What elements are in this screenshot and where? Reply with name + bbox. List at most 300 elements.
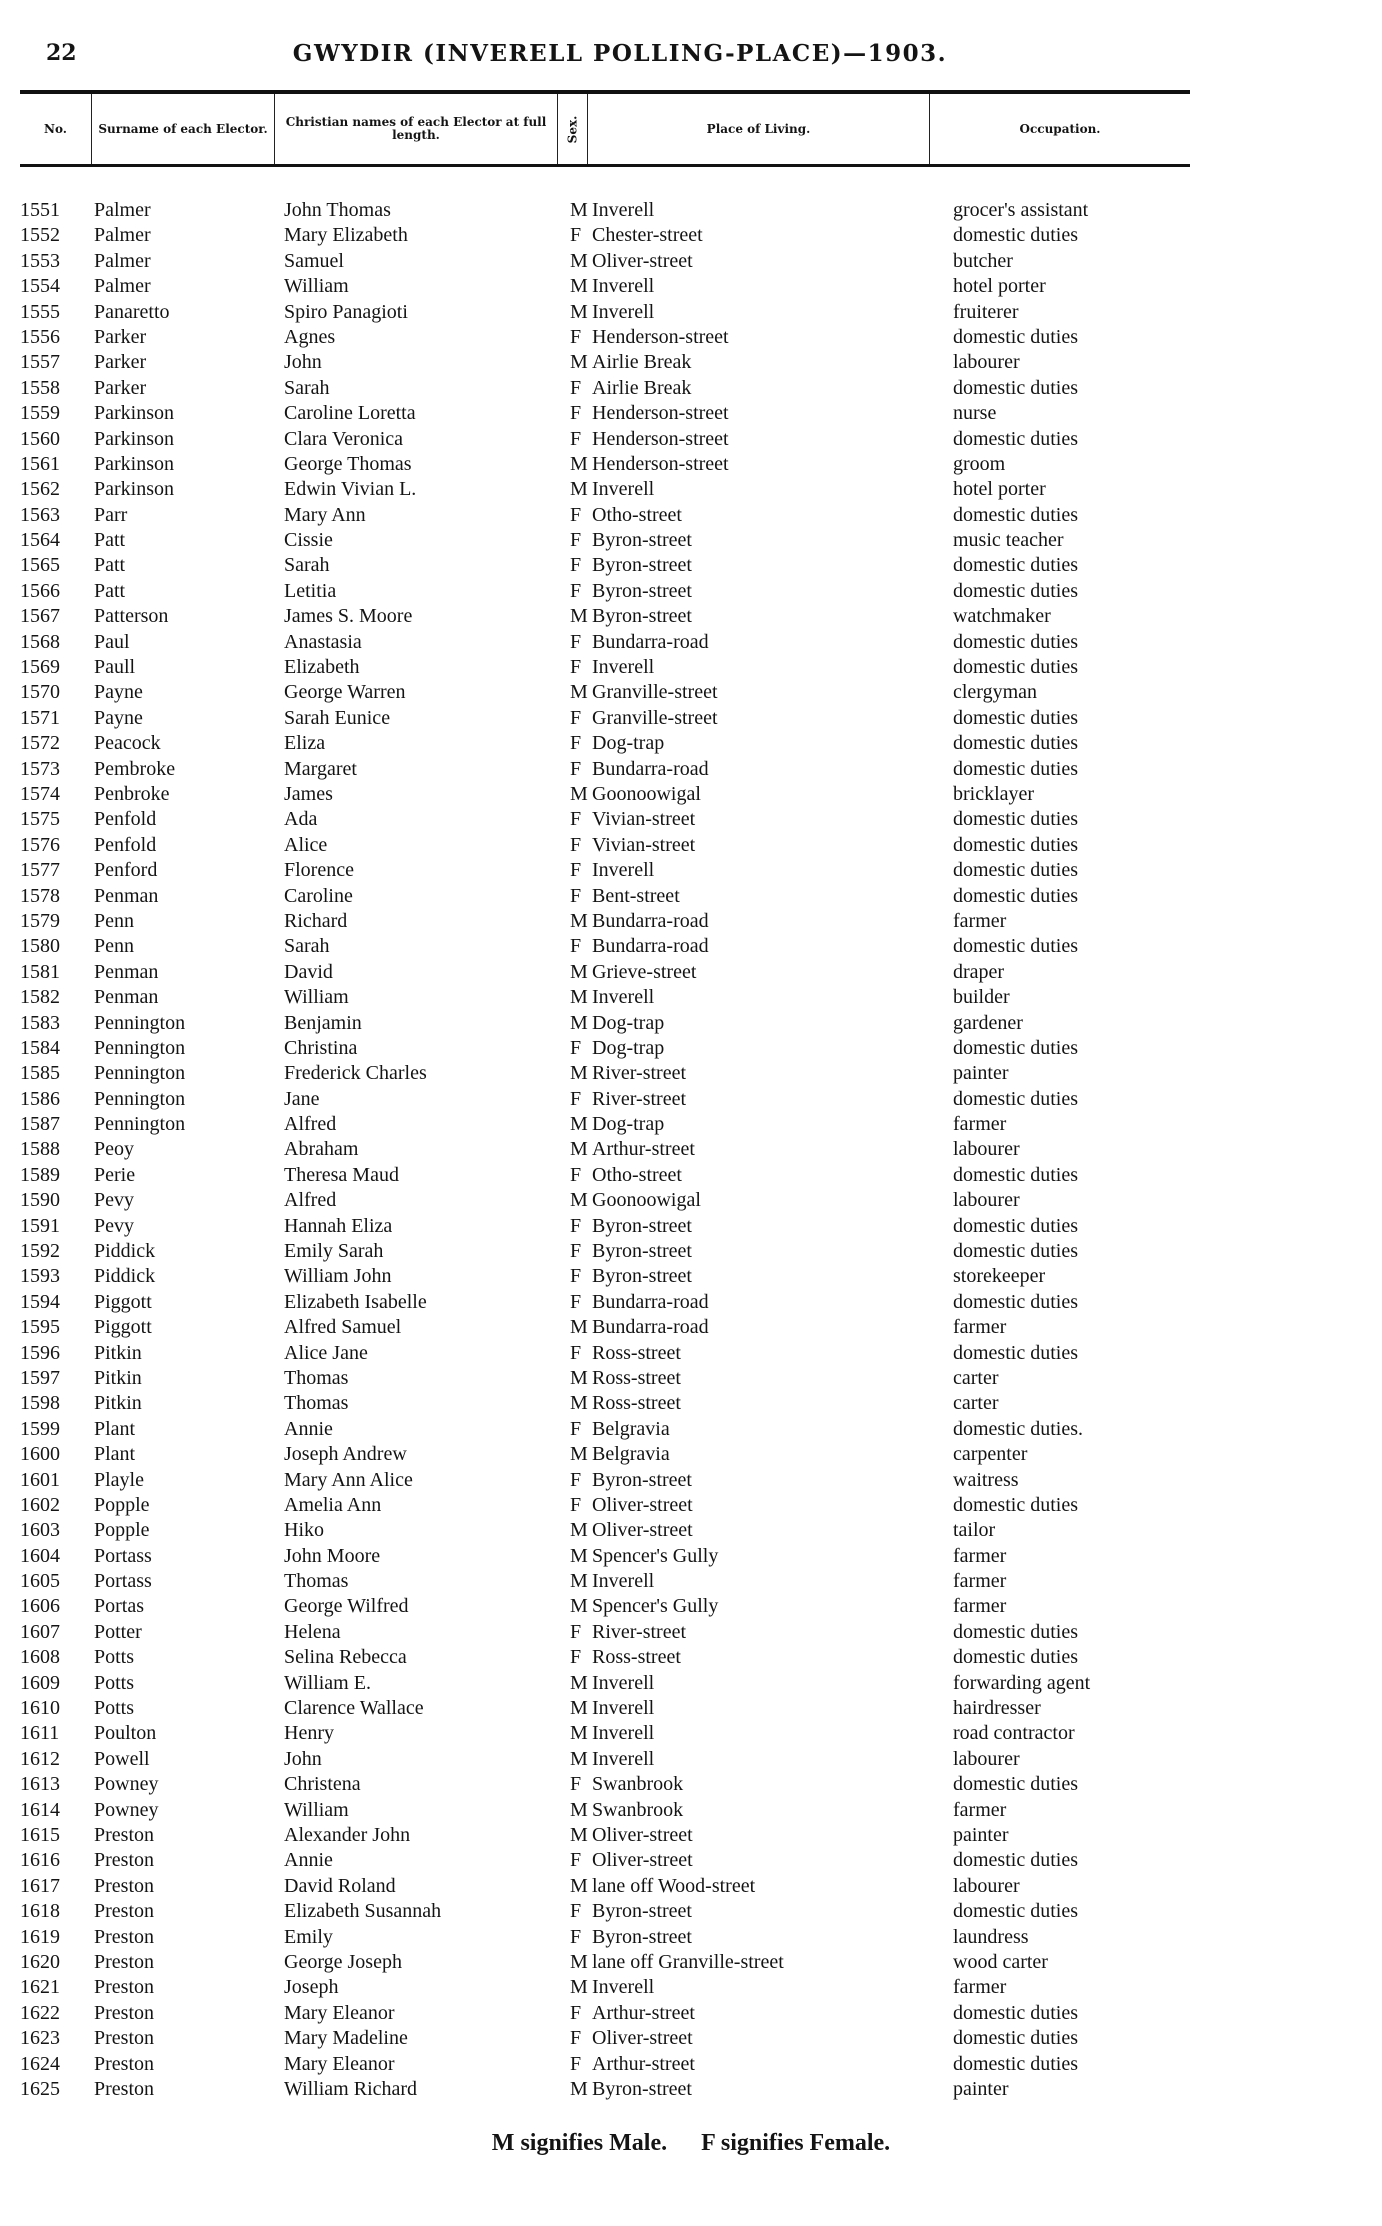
- elector-surname: Paul: [94, 630, 130, 653]
- elector-surname: Piddick: [94, 1265, 156, 1288]
- elector-sex: F: [570, 1265, 582, 1288]
- elector-place-of-living: Inverell: [592, 1747, 655, 1770]
- elector-occupation: farmer: [953, 1976, 1007, 1999]
- elector-place-of-living: Granville-street: [592, 706, 718, 729]
- elector-christian-names: Alice Jane: [284, 1341, 368, 1364]
- elector-christian-names: Sarah Eunice: [284, 706, 391, 729]
- elector-occupation: domestic duties: [953, 376, 1078, 399]
- elector-place-of-living: River-street: [592, 1620, 687, 1643]
- elector-christian-names: Elizabeth Isabelle: [284, 1290, 427, 1313]
- elector-occupation: domestic duties: [953, 1240, 1078, 1263]
- elector-place-of-living: Bundarra-road: [592, 630, 709, 653]
- elector-number: 1622: [20, 2001, 60, 2024]
- elector-number: 1594: [20, 1290, 60, 1313]
- elector-surname: Paull: [94, 656, 136, 679]
- table-row: [20, 909, 1190, 934]
- elector-christian-names: Caroline: [284, 884, 353, 907]
- elector-occupation: painter: [953, 1824, 1009, 1846]
- elector-christian-names: Samuel: [284, 249, 344, 272]
- elector-place-of-living: Bundarra-road: [592, 935, 709, 958]
- elector-place-of-living: Dog-trap: [592, 1036, 665, 1059]
- elector-occupation: domestic duties: [953, 224, 1078, 247]
- elector-sex: M: [570, 1189, 588, 1212]
- elector-occupation: farmer: [953, 1570, 1007, 1593]
- elector-number: 1574: [20, 782, 60, 805]
- elector-surname: Penn: [94, 935, 134, 958]
- elector-sex: M: [570, 1366, 588, 1389]
- elector-place-of-living: Goonoowigal: [592, 782, 701, 805]
- elector-christian-names: Clarence Wallace: [284, 1697, 424, 1720]
- table-row: [20, 706, 1190, 731]
- elector-occupation: road contractor: [953, 1722, 1075, 1745]
- elector-christian-names: Hannah Eliza: [284, 1214, 393, 1237]
- elector-surname: Potts: [94, 1646, 135, 1669]
- table-row: [20, 680, 1190, 705]
- elector-occupation: storekeeper: [953, 1265, 1046, 1288]
- elector-sex: M: [570, 1824, 588, 1846]
- elector-place-of-living: Ross-street: [592, 1341, 681, 1364]
- table-row: [20, 1341, 1190, 1366]
- elector-place-of-living: Vivian-street: [592, 833, 696, 856]
- elector-surname: Palmer: [94, 199, 151, 221]
- elector-sex: F: [570, 1900, 582, 1923]
- elector-sex: M: [570, 960, 588, 983]
- elector-sex: M: [570, 1722, 588, 1745]
- elector-sex: F: [570, 935, 582, 958]
- elector-surname: Preston: [94, 1950, 154, 1973]
- elector-place-of-living: Belgravia: [592, 1417, 670, 1440]
- elector-surname: Pevy: [94, 1189, 134, 1212]
- elector-number: 1582: [20, 986, 60, 1009]
- elector-sex: M: [570, 1697, 588, 1720]
- elector-number: 1604: [20, 1544, 60, 1567]
- elector-number: 1566: [20, 579, 60, 602]
- elector-place-of-living: Dog-trap: [592, 1011, 665, 1034]
- elector-number: 1591: [20, 1214, 60, 1237]
- elector-christian-names: David: [284, 960, 333, 983]
- elector-occupation: domestic duties: [953, 1900, 1078, 1923]
- elector-place-of-living: Inverell: [592, 478, 655, 501]
- table-row: [20, 1747, 1190, 1772]
- elector-surname: Palmer: [94, 249, 151, 272]
- table-row: [20, 553, 1190, 578]
- table-row: [20, 655, 1190, 680]
- table-row: [20, 2001, 1190, 2026]
- elector-occupation: hairdresser: [953, 1697, 1041, 1720]
- elector-surname: Preston: [94, 1874, 154, 1897]
- elector-christian-names: Alfred: [284, 1113, 337, 1136]
- elector-place-of-living: Byron-street: [592, 1900, 692, 1923]
- elector-occupation: draper: [953, 960, 1005, 983]
- elector-christian-names: George Wilfred: [284, 1595, 409, 1618]
- elector-sex: M: [570, 1544, 588, 1567]
- elector-sex: M: [570, 782, 588, 805]
- elector-sex: M: [570, 1519, 588, 1542]
- elector-number: 1587: [20, 1113, 60, 1136]
- elector-surname: Patt: [94, 529, 126, 552]
- elector-sex: M: [570, 300, 588, 323]
- table-row: [20, 1239, 1190, 1264]
- elector-christian-names: Emily: [284, 1925, 333, 1948]
- elector-number: 1570: [20, 681, 60, 704]
- elector-surname: Penman: [94, 986, 159, 1009]
- table-row: [20, 1899, 1190, 1924]
- elector-occupation: groom: [953, 452, 1006, 475]
- table-row: [20, 833, 1190, 858]
- elector-occupation: carter: [953, 1392, 999, 1415]
- column-header-row: [20, 90, 1190, 167]
- elector-christian-names: Elizabeth: [284, 656, 360, 679]
- elector-christian-names: Caroline Loretta: [284, 402, 416, 425]
- elector-christian-names: Mary Madeline: [284, 2027, 408, 2050]
- elector-place-of-living: Bundarra-road: [592, 757, 709, 780]
- elector-number: 1561: [20, 452, 60, 475]
- elector-number: 1559: [20, 402, 60, 425]
- elector-christian-names: Helena: [284, 1620, 341, 1643]
- table-row: [20, 452, 1190, 477]
- elector-christian-names: Agnes: [284, 325, 336, 348]
- elector-number: 1605: [20, 1570, 60, 1593]
- elector-sex: F: [570, 630, 582, 653]
- elector-occupation: bricklayer: [953, 782, 1035, 805]
- elector-place-of-living: Bundarra-road: [592, 909, 709, 932]
- table-row: [20, 528, 1190, 553]
- elector-sex: M: [570, 1443, 588, 1466]
- elector-christian-names: Sarah: [284, 935, 330, 958]
- elector-place-of-living: Goonoowigal: [592, 1189, 701, 1212]
- elector-sex: M: [570, 986, 588, 1009]
- elector-occupation: domestic duties.: [953, 1417, 1083, 1440]
- table-row: [20, 1112, 1190, 1137]
- table-row: [20, 223, 1190, 248]
- elector-occupation: domestic duties: [953, 706, 1078, 729]
- elector-occupation: farmer: [953, 1595, 1007, 1618]
- table-row: [20, 376, 1190, 401]
- elector-number: 1588: [20, 1138, 60, 1161]
- elector-occupation: domestic duties: [953, 859, 1078, 882]
- elector-occupation: fruiterer: [953, 300, 1019, 323]
- table-row: [20, 1468, 1190, 1493]
- table-row: [20, 630, 1190, 655]
- elector-place-of-living: Oliver-street: [592, 249, 693, 272]
- elector-occupation: domestic duties: [953, 1290, 1078, 1313]
- table-row: [20, 1874, 1190, 1899]
- column-header-no: No.: [20, 94, 92, 164]
- elector-surname: Parker: [94, 351, 147, 374]
- elector-number: 1592: [20, 1240, 60, 1263]
- elector-christian-names: Edwin Vivian L.: [284, 478, 417, 501]
- elector-surname: Patt: [94, 579, 126, 602]
- elector-occupation: music teacher: [953, 529, 1064, 552]
- elector-number: 1625: [20, 2077, 60, 2100]
- elector-place-of-living: Byron-street: [592, 2077, 692, 2100]
- elector-occupation: farmer: [953, 1798, 1007, 1821]
- elector-sex: M: [570, 1595, 588, 1618]
- table-row: [20, 807, 1190, 832]
- table-row: [20, 1493, 1190, 1518]
- elector-occupation: domestic duties: [953, 2052, 1078, 2075]
- elector-place-of-living: lane off Granville-street: [592, 1950, 784, 1973]
- elector-christian-names: Mary Elizabeth: [284, 224, 408, 247]
- female-legend: F signifies Female.: [701, 2130, 891, 2156]
- elector-place-of-living: Bundarra-road: [592, 1290, 709, 1313]
- elector-surname: Payne: [94, 706, 143, 729]
- elector-occupation: domestic duties: [953, 732, 1078, 755]
- elector-christian-names: Sarah: [284, 376, 330, 399]
- elector-occupation: butcher: [953, 249, 1013, 272]
- elector-occupation: domestic duties: [953, 325, 1078, 348]
- table-row: [20, 858, 1190, 883]
- elector-place-of-living: Inverell: [592, 1976, 655, 1999]
- elector-number: 1575: [20, 808, 60, 831]
- elector-surname: Pennington: [94, 1036, 186, 1059]
- table-row: [20, 350, 1190, 375]
- elector-sex: F: [570, 529, 582, 552]
- elector-number: 1599: [20, 1417, 60, 1440]
- table-row: [20, 1366, 1190, 1391]
- elector-sex: F: [570, 1493, 582, 1516]
- page-title: GWYDIR (INVERELL POLLING-PLACE)—1903.: [292, 40, 948, 67]
- elector-place-of-living: Inverell: [592, 1570, 655, 1593]
- elector-number: 1558: [20, 376, 60, 399]
- elector-occupation: forwarding agent: [953, 1671, 1091, 1694]
- elector-place-of-living: Inverell: [592, 199, 655, 221]
- elector-number: 1589: [20, 1163, 60, 1186]
- elector-surname: Penbroke: [94, 782, 170, 805]
- elector-sex: F: [570, 1341, 582, 1364]
- elector-place-of-living: Inverell: [592, 1697, 655, 1720]
- elector-occupation: labourer: [953, 351, 1020, 374]
- elector-number: 1551: [20, 199, 60, 221]
- table-row: [20, 985, 1190, 1010]
- elector-place-of-living: Otho-street: [592, 503, 682, 526]
- elector-occupation: painter: [953, 1062, 1009, 1085]
- elector-surname: Penman: [94, 960, 159, 983]
- elector-christian-names: Eliza: [284, 732, 326, 755]
- elector-christian-names: Theresa Maud: [284, 1163, 399, 1186]
- elector-surname: Preston: [94, 2027, 154, 2050]
- elector-occupation: domestic duties: [953, 1493, 1078, 1516]
- elector-place-of-living: Byron-street: [592, 605, 692, 628]
- elector-christian-names: Alexander John: [284, 1824, 411, 1846]
- table-row: [20, 1087, 1190, 1112]
- elector-sex: F: [570, 757, 582, 780]
- elector-surname: Preston: [94, 2077, 154, 2100]
- elector-place-of-living: Bundarra-road: [592, 1316, 709, 1339]
- table-row: [20, 1442, 1190, 1467]
- elector-place-of-living: Byron-street: [592, 1214, 692, 1237]
- table-row: [20, 1163, 1190, 1188]
- table-row: [20, 2026, 1190, 2051]
- elector-place-of-living: Airlie Break: [592, 376, 692, 399]
- elector-surname: Poulton: [94, 1722, 157, 1745]
- elector-christian-names: Mary Eleanor: [284, 2001, 395, 2024]
- elector-surname: Pitkin: [94, 1366, 142, 1389]
- elector-place-of-living: Ross-street: [592, 1646, 681, 1669]
- elector-place-of-living: Ross-street: [592, 1392, 681, 1415]
- elector-place-of-living: Ross-street: [592, 1366, 681, 1389]
- page-number: 22: [46, 40, 77, 66]
- column-header-occupation: Occupation.: [1019, 121, 1101, 136]
- elector-surname: Piddick: [94, 1240, 156, 1263]
- elector-christian-names: Alfred: [284, 1189, 337, 1212]
- elector-surname: Potts: [94, 1697, 135, 1720]
- elector-surname: Parkinson: [94, 427, 174, 450]
- table-row: [20, 1925, 1190, 1950]
- elector-number: 1612: [20, 1747, 60, 1770]
- elector-occupation: domestic duties: [953, 2027, 1078, 2050]
- elector-sex: F: [570, 376, 582, 399]
- elector-number: 1581: [20, 960, 60, 983]
- elector-sex: F: [570, 656, 582, 679]
- elector-occupation: domestic duties: [953, 656, 1078, 679]
- elector-number: 1571: [20, 706, 60, 729]
- elector-number: 1602: [20, 1493, 60, 1516]
- elector-place-of-living: Inverell: [592, 656, 655, 679]
- elector-christian-names: Selina Rebecca: [284, 1646, 407, 1669]
- elector-surname: Pennington: [94, 1062, 186, 1085]
- elector-sex: F: [570, 224, 582, 247]
- elector-place-of-living: Swanbrook: [592, 1773, 684, 1796]
- elector-christian-names: Abraham: [284, 1138, 359, 1161]
- elector-christian-names: Mary Ann: [284, 503, 366, 526]
- elector-occupation: domestic duties: [953, 833, 1078, 856]
- table-row: [20, 401, 1190, 426]
- elector-number: 1562: [20, 478, 60, 501]
- elector-occupation: domestic duties: [953, 1646, 1078, 1669]
- elector-surname: Parker: [94, 376, 147, 399]
- elector-number: 1560: [20, 427, 60, 450]
- elector-number: 1564: [20, 529, 60, 552]
- elector-number: 1597: [20, 1366, 60, 1389]
- column-header-place-of-living: Place of Living.: [588, 94, 930, 164]
- elector-number: 1623: [20, 2027, 60, 2050]
- elector-christian-names: George Warren: [284, 681, 406, 704]
- elector-place-of-living: Byron-street: [592, 554, 692, 577]
- elector-surname: Palmer: [94, 275, 151, 298]
- elector-sex: M: [570, 2077, 588, 2100]
- elector-number: 1563: [20, 503, 60, 526]
- elector-place-of-living: Dog-trap: [592, 1113, 665, 1136]
- elector-sex: M: [570, 1976, 588, 1999]
- elector-surname: Potts: [94, 1671, 135, 1694]
- elector-christian-names: George Joseph: [284, 1950, 402, 1973]
- table-row: [20, 1645, 1190, 1670]
- table-row: [20, 503, 1190, 528]
- elector-surname: Peacock: [94, 732, 161, 755]
- elector-number: 1624: [20, 2052, 60, 2075]
- elector-number: 1601: [20, 1468, 60, 1491]
- elector-number: 1621: [20, 1976, 60, 1999]
- elector-place-of-living: Byron-street: [592, 1240, 692, 1263]
- elector-place-of-living: Spencer's Gully: [592, 1595, 719, 1618]
- elector-surname: Piggott: [94, 1290, 152, 1313]
- page-header: [40, 34, 1200, 74]
- elector-christian-names: Florence: [284, 859, 354, 882]
- elector-number: 1610: [20, 1697, 60, 1720]
- elector-occupation: clergyman: [953, 681, 1038, 704]
- elector-christian-names: Henry: [284, 1722, 334, 1745]
- elector-number: 1557: [20, 351, 60, 374]
- table-row: [20, 2077, 1190, 2102]
- elector-number: 1608: [20, 1646, 60, 1669]
- elector-place-of-living: Spencer's Gully: [592, 1544, 719, 1567]
- table-row: [20, 1391, 1190, 1416]
- elector-christian-names: William John: [284, 1265, 392, 1288]
- elector-occupation: hotel porter: [953, 275, 1046, 298]
- elector-occupation: domestic duties: [953, 427, 1078, 450]
- elector-sex: M: [570, 1570, 588, 1593]
- elector-place-of-living: Henderson-street: [592, 427, 729, 450]
- elector-occupation: farmer: [953, 1316, 1007, 1339]
- elector-surname: Preston: [94, 2001, 154, 2024]
- elector-number: 1613: [20, 1773, 60, 1796]
- elector-sex: F: [570, 554, 582, 577]
- elector-sex: F: [570, 884, 582, 907]
- elector-sex: F: [570, 579, 582, 602]
- elector-surname: Popple: [94, 1493, 150, 1516]
- elector-number: 1577: [20, 859, 60, 882]
- elector-surname: Portass: [94, 1544, 152, 1567]
- elector-number: 1552: [20, 224, 60, 247]
- elector-christian-names: Spiro Panagioti: [284, 300, 408, 323]
- elector-sex: F: [570, 503, 582, 526]
- elector-number: 1617: [20, 1874, 60, 1897]
- elector-sex: F: [570, 325, 582, 348]
- table-row: [20, 579, 1190, 604]
- elector-surname: Piggott: [94, 1316, 152, 1339]
- elector-christian-names: John: [284, 351, 322, 374]
- elector-number: 1609: [20, 1671, 60, 1694]
- elector-christian-names: Frederick Charles: [284, 1062, 427, 1085]
- elector-sex: F: [570, 1468, 582, 1491]
- elector-surname: Parkinson: [94, 452, 174, 475]
- elector-number: 1606: [20, 1595, 60, 1618]
- elector-christian-names: John Thomas: [284, 199, 391, 221]
- table-row: [20, 274, 1190, 299]
- table-row: [20, 1772, 1190, 1797]
- elector-sex: F: [570, 1240, 582, 1263]
- elector-sex: F: [570, 706, 582, 729]
- elector-christian-names: Mary Ann Alice: [284, 1468, 413, 1491]
- elector-sex: F: [570, 808, 582, 831]
- elector-christian-names: Anastasia: [284, 630, 362, 653]
- table-row: [20, 325, 1190, 350]
- elector-christian-names: James S. Moore: [284, 605, 413, 628]
- elector-place-of-living: Henderson-street: [592, 452, 729, 475]
- table-row: [20, 1721, 1190, 1746]
- elector-sex: F: [570, 1849, 582, 1872]
- table-row: [20, 1137, 1190, 1162]
- elector-occupation: domestic duties: [953, 554, 1078, 577]
- elector-surname: Powell: [94, 1747, 150, 1770]
- elector-sex: M: [570, 452, 588, 475]
- table-row: [20, 884, 1190, 909]
- elector-number: 1553: [20, 249, 60, 272]
- elector-sex: M: [570, 1138, 588, 1161]
- elector-sex: M: [570, 1113, 588, 1136]
- table-row: [20, 1518, 1190, 1543]
- table-row: [20, 782, 1190, 807]
- elector-number: 1598: [20, 1392, 60, 1415]
- elector-christian-names: Alice: [284, 833, 328, 856]
- elector-number: 1620: [20, 1950, 60, 1973]
- elector-surname: Potter: [94, 1620, 142, 1643]
- table-row: [20, 1848, 1190, 1873]
- elector-place-of-living: Inverell: [592, 300, 655, 323]
- elector-number: 1580: [20, 935, 60, 958]
- elector-sex: M: [570, 1874, 588, 1897]
